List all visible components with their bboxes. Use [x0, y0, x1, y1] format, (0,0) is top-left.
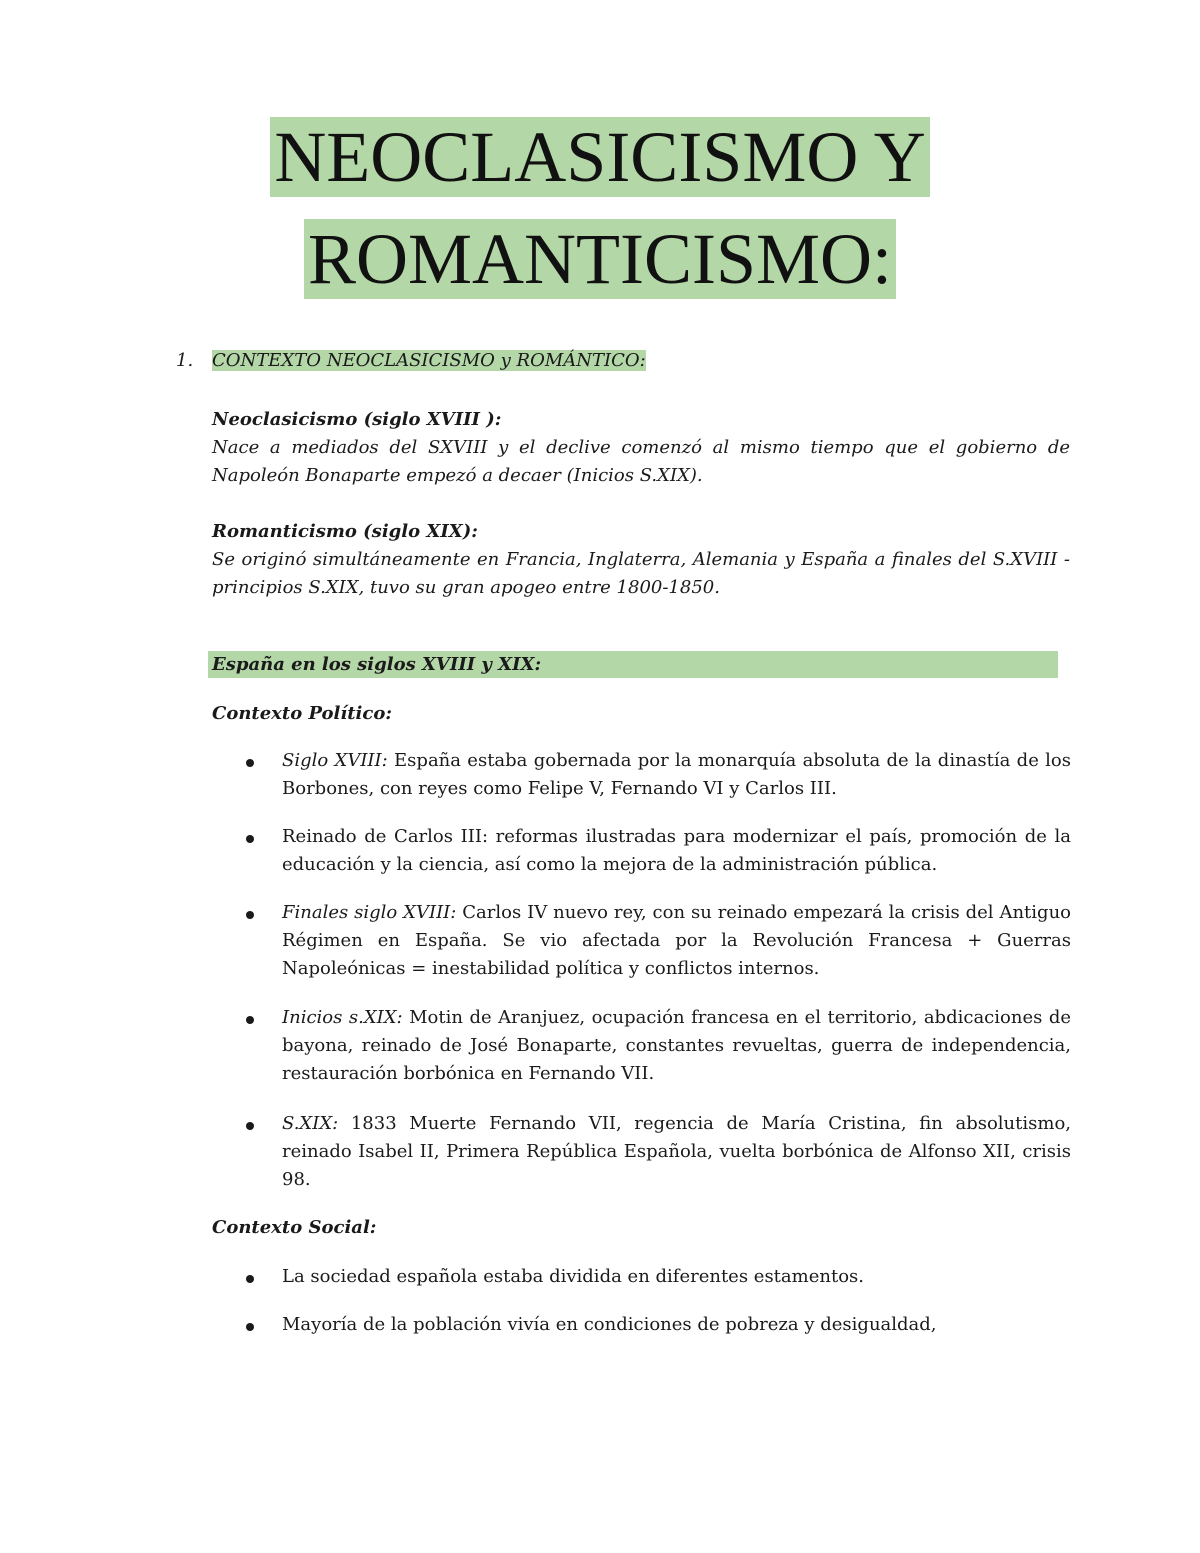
list-item: [246, 1263, 1071, 1291]
title-text-2: ROMANTICISMO:: [304, 219, 896, 299]
list-item-text: España estaba gobernada por la monarquía absoluta de la dinastía de los Borbones, con reyes como Felipe V, Fernando VI y Carlos III.: [282, 750, 1071, 799]
bullet-icon: [246, 1016, 254, 1024]
list-item-lead: S.XIX:: [282, 1113, 339, 1134]
contexto-politico-heading: Contexto Político:: [212, 703, 392, 724]
neoclasicismo-block: [212, 406, 1070, 490]
bullet-icon: [246, 835, 254, 843]
list-item: [246, 1311, 1071, 1339]
bullet-icon: [246, 1275, 254, 1283]
section-heading: [176, 350, 646, 371]
list-item-lead: Siglo XVIII:: [282, 750, 388, 771]
neoclasicismo-heading: Neoclasicismo (siglo XVIII ):: [212, 409, 502, 430]
title-line-2: [0, 212, 1200, 306]
list-item: [246, 1004, 1071, 1088]
romanticismo-text: Se originó simultáneamente en Francia, Inglaterra, Alemania y España a finales del S.XVIII - principios S.XIX, tuvo su gran apogeo entre 1800-1850.: [212, 549, 1070, 598]
section-heading-text: CONTEXTO NEOCLASICISMO y ROMÁNTICO:: [212, 350, 646, 371]
list-item-lead: Inicios s.XIX:: [282, 1007, 403, 1028]
bullet-icon: [246, 1323, 254, 1331]
list-item: [246, 823, 1071, 879]
neoclasicismo-text: Nace a mediados del SXVIII y el declive comenzó al mismo tiempo que el gobierno de Napoleón Bonaparte empezó a decaer (Inicios S.XIX).: [212, 437, 1070, 486]
title-text-1: NEOCLASICISMO Y: [270, 117, 929, 197]
list-item-text: 1833 Muerte Fernando VII, regencia de María Cristina, fin absolutismo, reinado Isabel II, Primera República Española, vuelta borbónica de Alfonso XII, crisis 98.: [282, 1113, 1071, 1190]
contexto-social-heading: Contexto Social:: [212, 1217, 377, 1238]
title-line-1: [0, 110, 1200, 204]
list-item-text: Motin de Aranjuez, ocupación francesa en el territorio, abdicaciones de bayona, reinado de José Bonaparte, constantes revueltas, guerra de independencia, restauración borbónica en Fernando VII.: [282, 1007, 1071, 1084]
espana-heading: España en los siglos XVIII y XIX:: [212, 654, 542, 675]
list-item-text: Reinado de Carlos III: reformas ilustradas para modernizar el país, promoción de la educación y la ciencia, así como la mejora de la administración pública.: [282, 826, 1071, 875]
list-item-lead: Finales siglo XVIII:: [282, 902, 457, 923]
list-item: [246, 899, 1071, 983]
bullet-icon: [246, 1122, 254, 1130]
bullet-icon: [246, 911, 254, 919]
romanticismo-heading: Romanticismo (siglo XIX):: [212, 521, 478, 542]
list-item: [246, 1110, 1071, 1194]
section-number: 1.: [176, 350, 194, 371]
list-item-text: Mayoría de la población vivía en condiciones de pobreza y desigualdad,: [282, 1314, 937, 1335]
list-item-text: La sociedad española estaba dividida en diferentes estamentos.: [282, 1266, 864, 1287]
bullet-icon: [246, 759, 254, 767]
list-item-text: Carlos IV nuevo rey, con su reinado empezará la crisis del Antiguo Régimen en España. Se vio afectada por la Revolución Francesa + Guerras Napoleónicas = inestabilidad política y conflictos internos.: [282, 902, 1072, 979]
list-item: [246, 747, 1071, 803]
romanticismo-block: [212, 518, 1070, 602]
